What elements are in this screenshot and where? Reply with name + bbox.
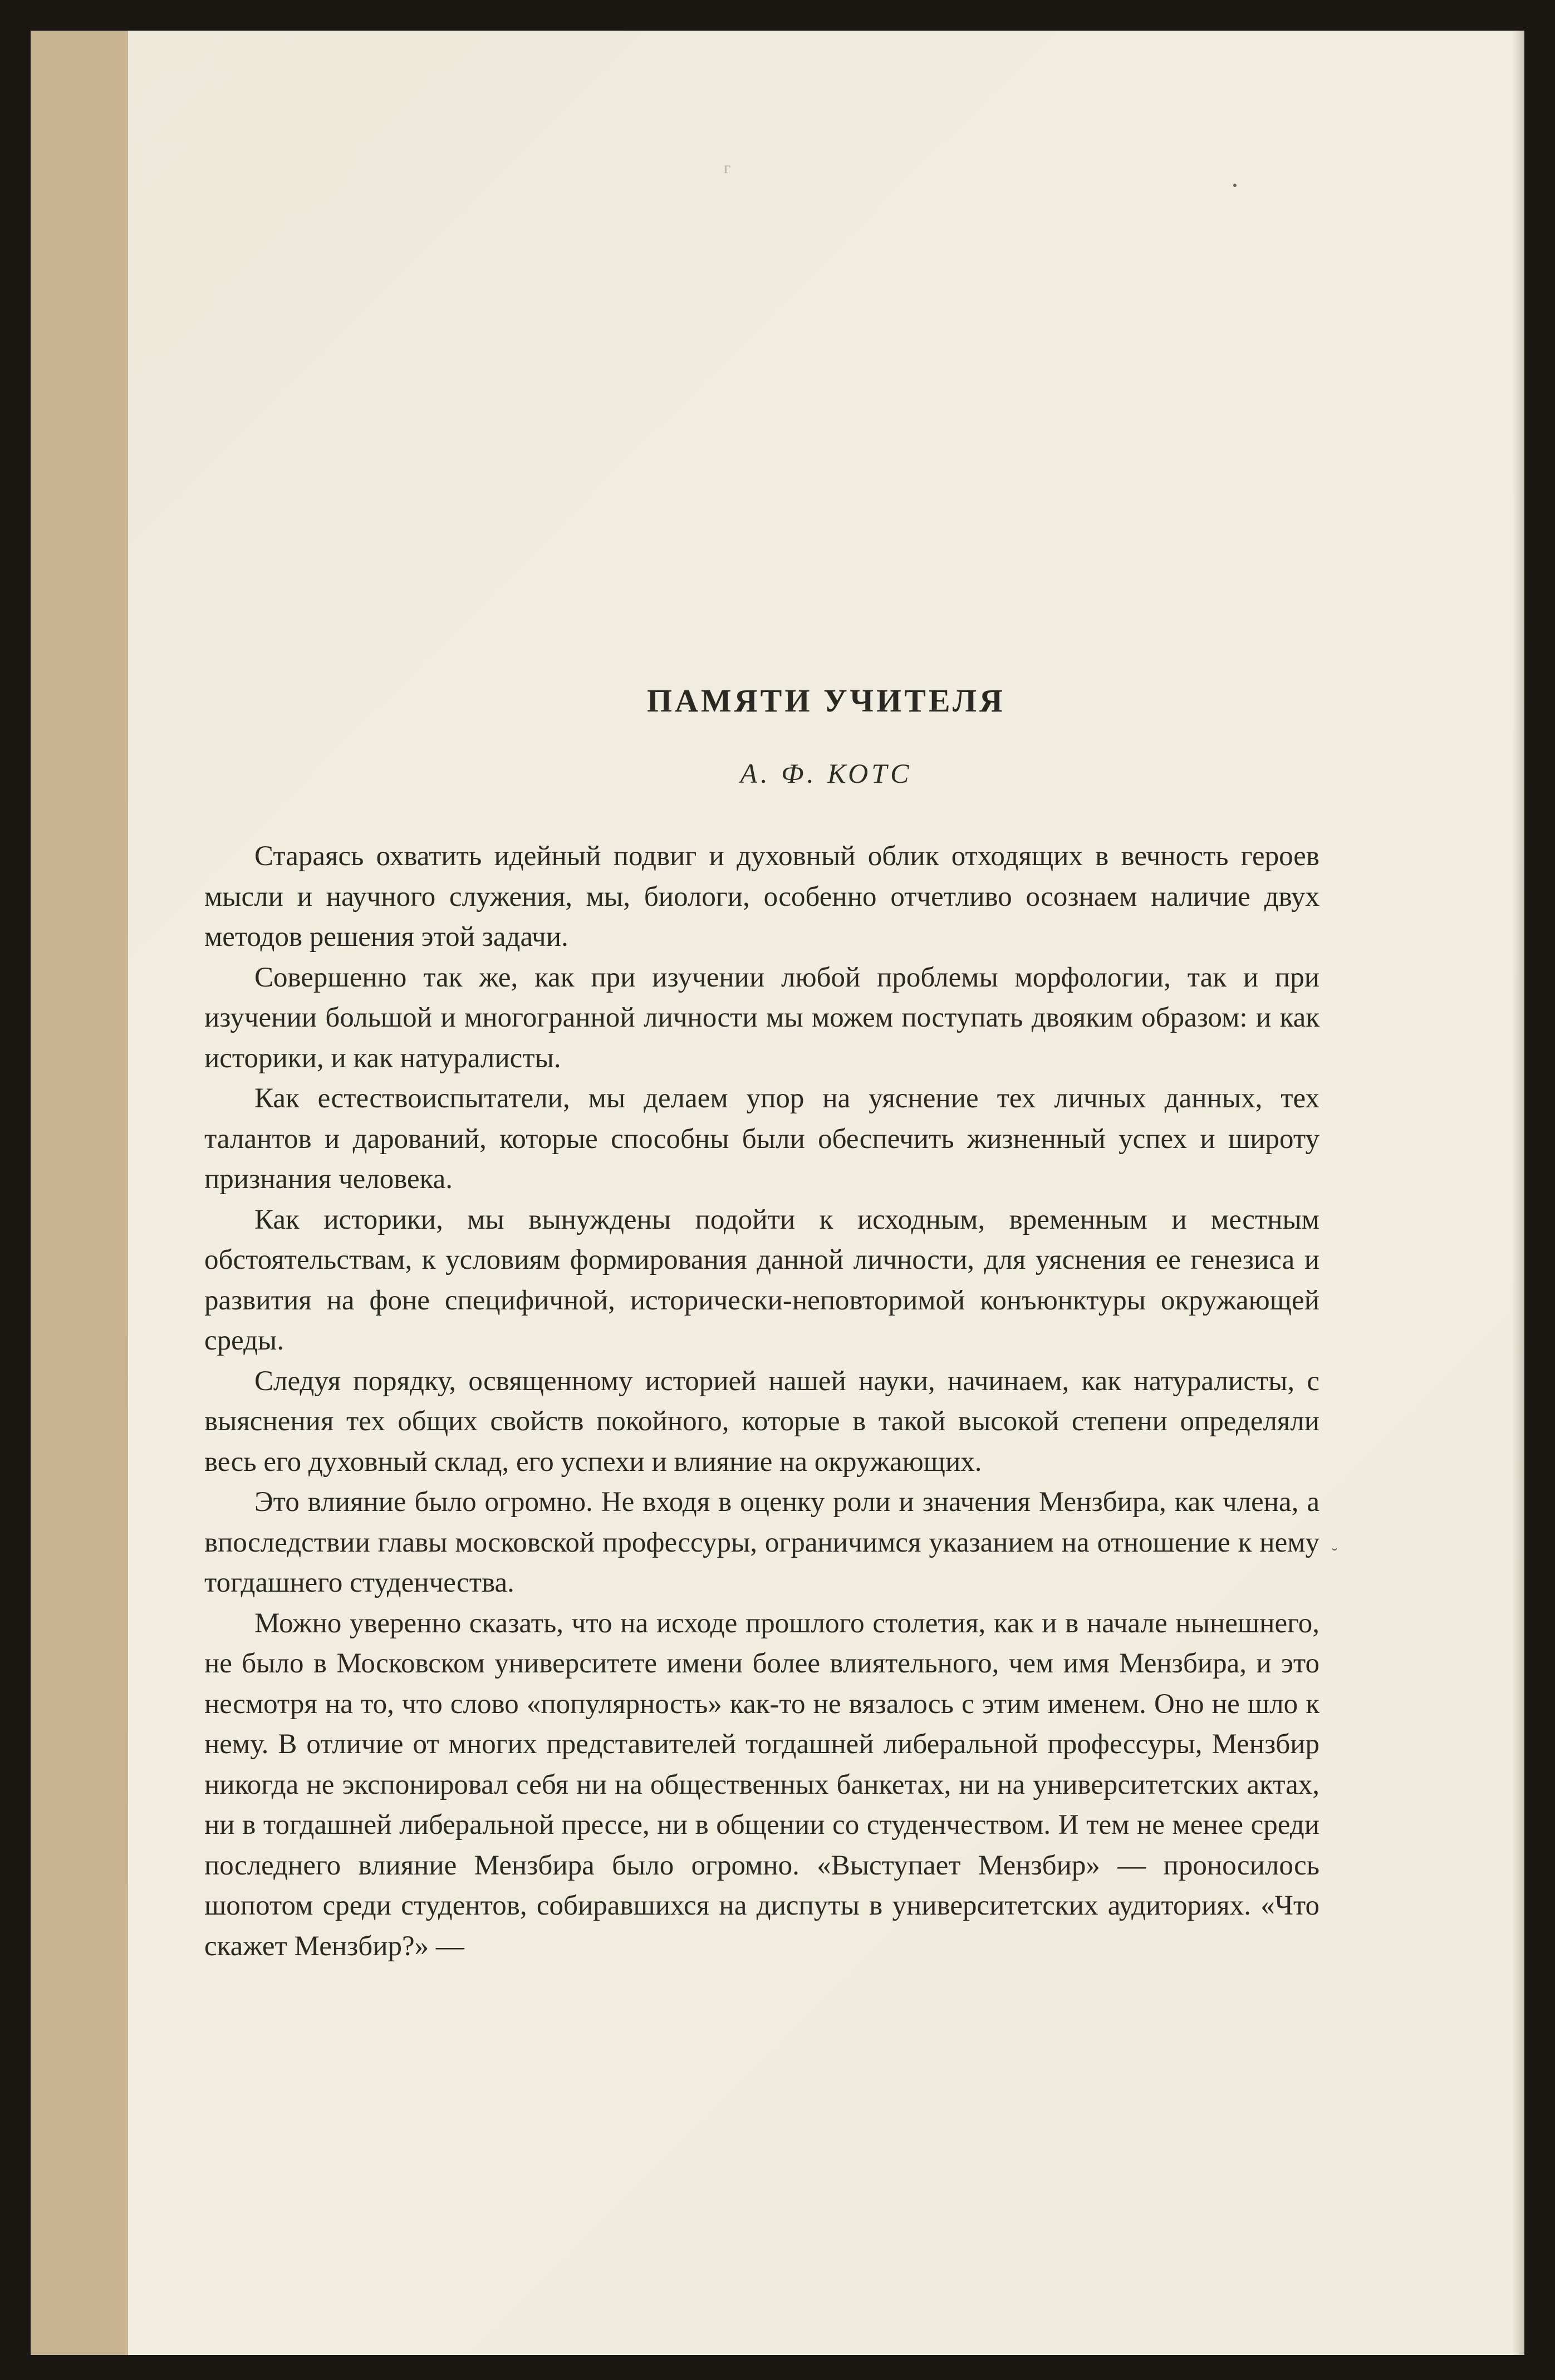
paragraph: Можно уверенно сказать, что на исходе прошлого столетия, как и в начале нынешнего, не было в Московском университете имени более влиятельного, чем имя Мензбира, и это несмотря на то, что слово «популярность» как-то не вязалось с этим именем. Оно не шло к нему. В отличие от многих представителей тогдашней либеральной профессуры, Мензбир никогда не экспонировал себя ни на общественных банкетах, ни на университетских актах, ни в тогдашней либеральной прессе, ни в общении со студенчеством. И тем не менее среди последнего влияние Мензбира было огромно. «Выступает Мензбир» — проносилось шопотом среди студентов, собиравшихся на диспуты в университетских аудиториях. «Что скажет Мензбир?» — <box>204 1607 1319 1962</box>
document-page <box>128 31 1524 2355</box>
faint-corner-mark: г <box>724 159 731 177</box>
binding-strip <box>31 31 128 2355</box>
paragraph: Стараясь охватить идейный подвиг и духовный облик отходящих в вечность героев мысли и научного служения, мы, биологи, особенно отчетливо осознаем наличие двух методов решения этой задачи. <box>204 841 1319 953</box>
paragraph: Это влияние было огромно. Не входя в оценку роли и значения Мензбира, как члена, а впоследствии главы московской профессуры, ограничимся указанием на отношение к нему тогдашнего студенчества. <box>204 1486 1319 1598</box>
speck-mark <box>1233 184 1237 187</box>
paragraph: Следуя порядку, освященному историей нашей науки, начинаем, как натуралисты, с выяснения тех общих свойств покойного, которые в такой высокой степени определяли весь его духовный склад, его успехи и влияние на окружающих. <box>204 1365 1319 1478</box>
paragraph: Совершенно так же, как при изучении любой проблемы морфологии, так и при изучении большой и многогранной личности мы можем поступать двояким образом: и как историки, и как натуралисты. <box>204 961 1319 1074</box>
article-author: А. Ф. КОТС <box>740 758 913 789</box>
margin-mark: ˘ <box>1332 1545 1337 1563</box>
article-title: ПАМЯТИ УЧИТЕЛЯ <box>647 683 1005 719</box>
article-body <box>204 836 1319 1966</box>
paragraph: Как естествоиспытатели, мы делаем упор на уяснение тех личных данных, тех талантов и дарований, которые способны были обеспечить жизненный успех и широту признания человека. <box>204 1083 1319 1195</box>
page-edge-shadow <box>1512 31 1524 2355</box>
paragraph: Как историки, мы вынуждены подойти к исходным, временным и местным обстоятельствам, к условиям формирования данной личности, для уяснения ее генезиса и развития на фоне специфичной, исторически-неповторимой конъюнктуры окружающей среды. <box>204 1204 1319 1356</box>
